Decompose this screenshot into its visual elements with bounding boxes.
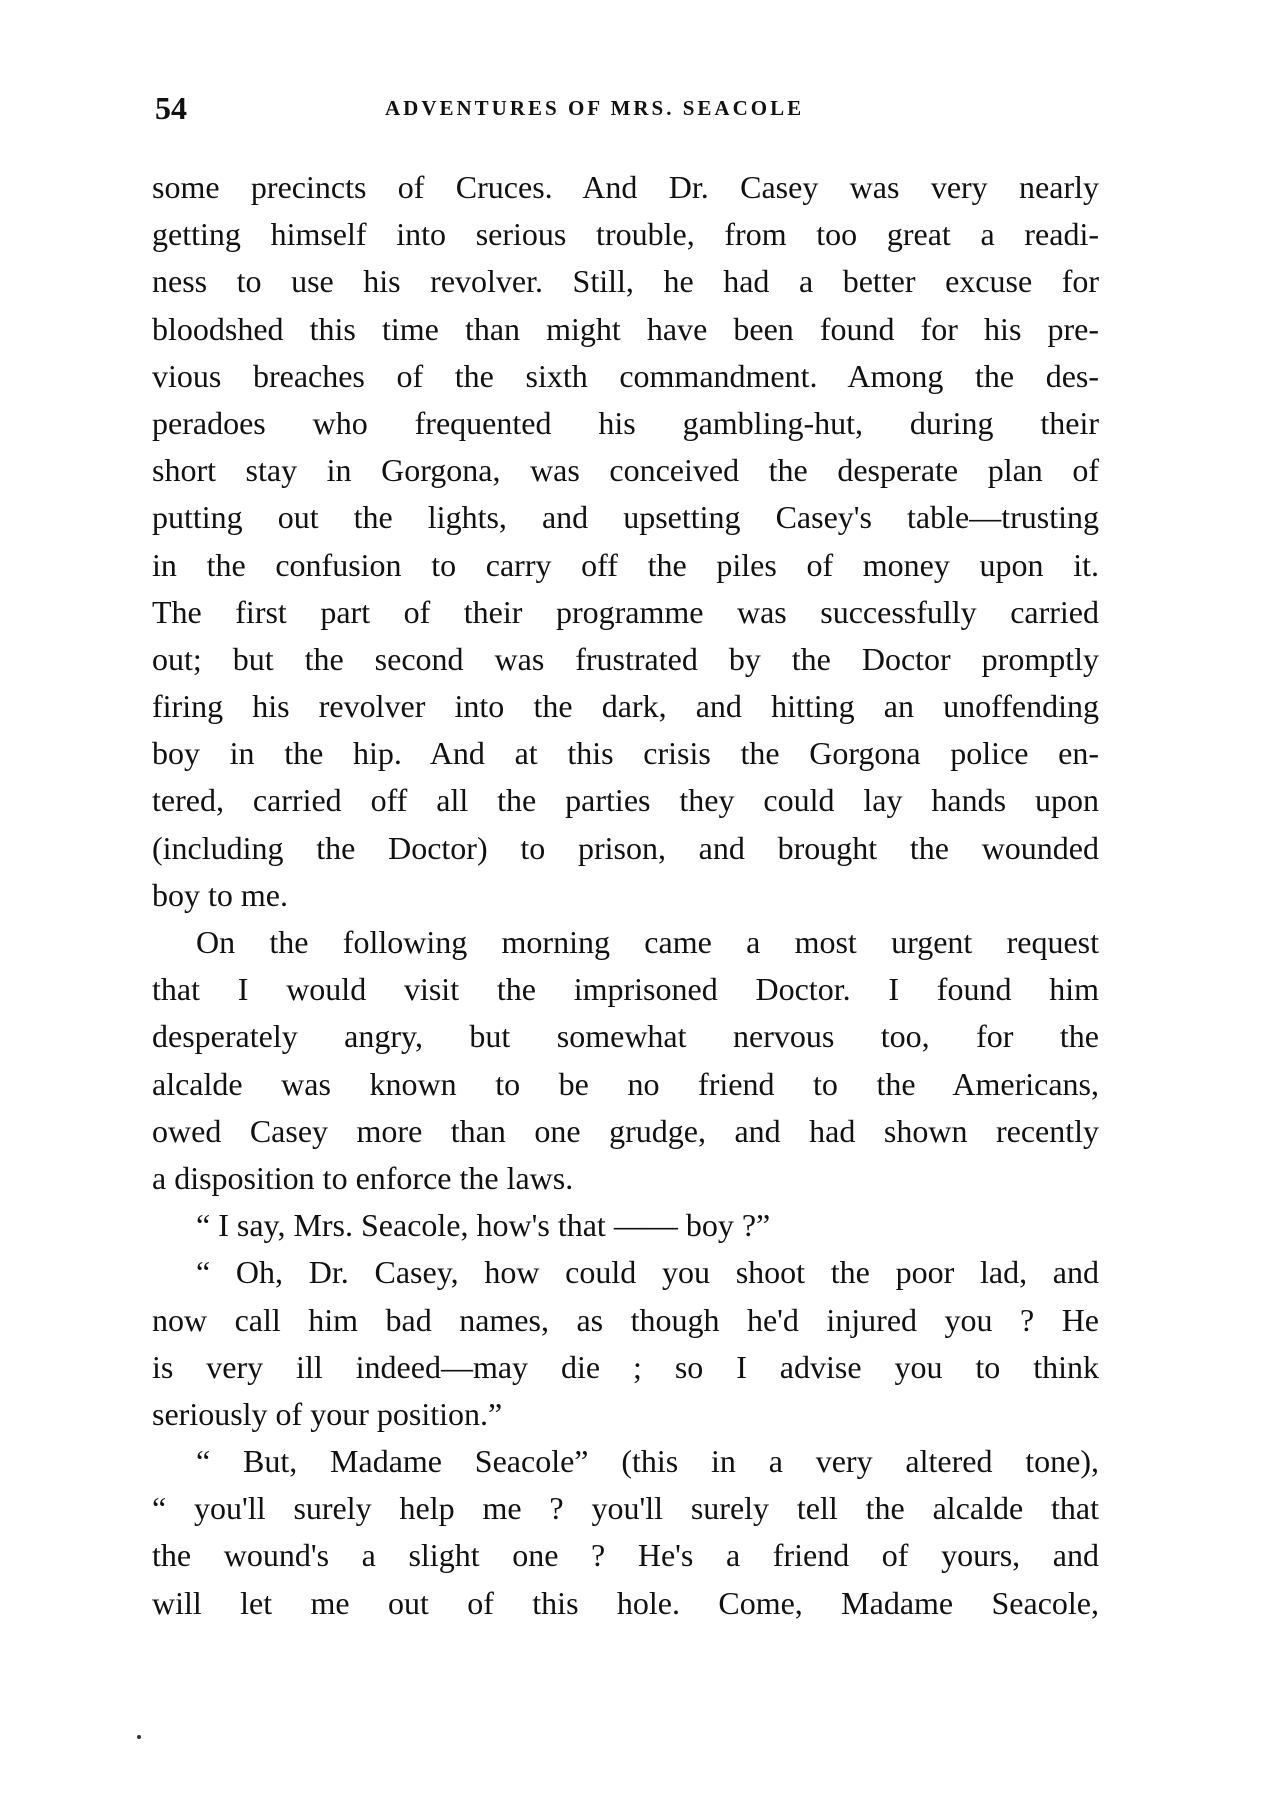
- paragraph-start-line: On the following morning came a most urgent request: [196, 924, 1099, 960]
- text-line: desperately angry, but somewhat nervous too, for the: [152, 1018, 1099, 1055]
- text-line: is very ill indeed—may die ; so I advise you to think: [152, 1348, 1099, 1385]
- text-line: some precincts of Cruces. And Dr. Casey was very nearly: [152, 169, 1099, 205]
- text-line: that I would visit the imprisoned Doctor. I found him: [152, 971, 1099, 1008]
- text-line: (including the Doctor) to prison, and brought the wounded: [152, 829, 1099, 866]
- text-line: boy in the hip. And at this crisis the Gorgona police en-: [152, 735, 1099, 772]
- text-line: short stay in Gorgona, was conceived the desperate plan of: [152, 452, 1099, 489]
- text-line: tered, carried off all the parties they could lay hands upon: [152, 782, 1099, 819]
- dialogue-line: “ Oh, Dr. Casey, how could you shoot the poor lad, and: [196, 1254, 1099, 1291]
- text-line: getting himself into serious trouble, from too great a readi-: [152, 216, 1099, 253]
- text-line: vious breaches of the sixth commandment. Among the des-: [152, 357, 1099, 394]
- text-line: putting out the lights, and upsetting Casey's table—trusting: [152, 499, 1099, 536]
- text-line: owed Casey more than one grudge, and had shown recently: [152, 1112, 1099, 1149]
- text-line: ness to use his revolver. Still, he had a better excuse for: [152, 263, 1099, 300]
- text-line: will let me out of this hole. Come, Madame Seacole,: [152, 1584, 1099, 1621]
- dialogue-line: “ I say, Mrs. Seacole, how's that —— boy ?”: [196, 1207, 771, 1244]
- text-line: now call him bad names, as though he'd injured you ? He: [152, 1301, 1099, 1338]
- body-text: [152, 164, 1099, 1627]
- text-line: “ you'll surely help me ? you'll surely tell the alcalde that: [152, 1490, 1099, 1527]
- text-line: peradoes who frequented his gambling-hut, during their: [152, 404, 1099, 441]
- page-number: 54: [155, 90, 187, 126]
- dialogue-line: “ But, Madame Seacole” (this in a very altered tone),: [196, 1443, 1099, 1480]
- text-line: the wound's a slight one ? He's a friend of yours, and: [152, 1537, 1099, 1574]
- paragraph-end-line: seriously of your position.”: [152, 1395, 503, 1432]
- text-line: The first part of their programme was successfully carried: [152, 593, 1099, 630]
- text-line: firing his revolver into the dark, and hitting an unoffending: [152, 688, 1099, 725]
- ink-speck: [137, 1735, 141, 1739]
- text-line: bloodshed this time than might have been found for his pre-: [152, 310, 1099, 347]
- text-line: in the confusion to carry off the piles of money upon it.: [152, 546, 1099, 583]
- paragraph-end-line: a disposition to enforce the laws.: [152, 1159, 574, 1196]
- text-line: out; but the second was frustrated by the Doctor promptly: [152, 640, 1099, 677]
- running-head: ADVENTURES OF MRS. SEACOLE: [385, 96, 805, 120]
- paragraph-end-line: boy to me.: [152, 876, 288, 913]
- page-header: [155, 88, 1115, 128]
- text-line: alcalde was known to be no friend to the Americans,: [152, 1065, 1099, 1102]
